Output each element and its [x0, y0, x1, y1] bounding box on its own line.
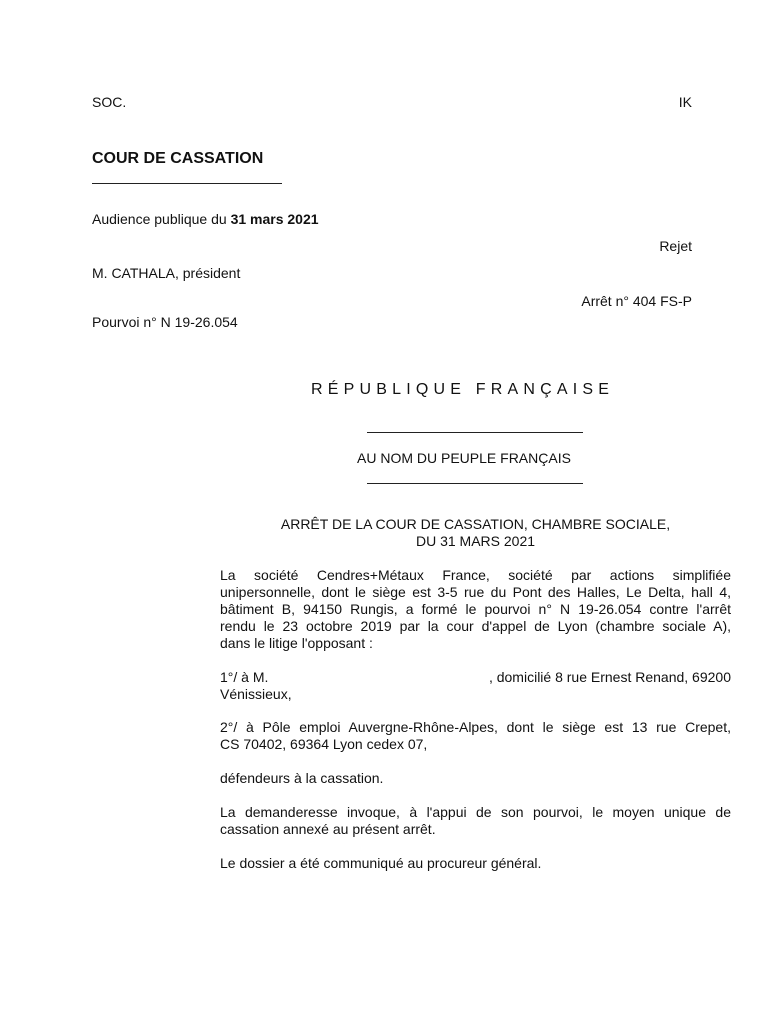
- defendants-label: défendeurs à la cassation.: [220, 770, 384, 786]
- arret-number: Arrêt n° 404 FS-P: [581, 293, 692, 309]
- paragraph-line: bâtiment B, 94150 Rungis, a formé le pourvoi n° N 19-26.054 contre l'arrêt: [220, 601, 731, 617]
- paragraph-line: rendu le 23 octobre 2019 par la cour d'appel de Lyon (chambre sociale A),: [220, 618, 731, 634]
- arret-title-line1: ARRÊT DE LA COUR DE CASSATION, CHAMBRE SOCIALE,: [280, 516, 671, 532]
- court-name-underline: [92, 183, 282, 184]
- pourvoi-number: Pourvoi n° N 19-26.054: [92, 314, 238, 330]
- paragraph-line: unipersonnelle, dont le siège est 3-5 rue du Pont des Halles, Le Delta, hall 4,: [220, 584, 731, 600]
- arret-title-line2: DU 31 MARS 2021: [415, 533, 536, 549]
- paragraph-line: dans le litige l'opposant :: [220, 635, 373, 651]
- paragraph-defendant-2: [220, 719, 731, 753]
- paragraph-line: 2°/ à Pôle emploi Auvergne-Rhône-Alpes, dont le siège est 13 rue Crepet,: [220, 719, 731, 735]
- republic-title: RÉPUBLIQUE FRANÇAISE: [311, 381, 615, 398]
- hearing-prefix: Audience publique du: [92, 211, 231, 227]
- republic-rule-bottom: [367, 483, 583, 484]
- court-name: COUR DE CASSATION: [92, 150, 264, 167]
- hearing-date: 31 mars 2021: [230, 211, 319, 227]
- clerk-initials: IK: [678, 94, 692, 110]
- chamber-code: SOC.: [92, 94, 127, 110]
- paragraph-line: La demanderesse invoque, à l'appui de son pourvoi, le moyen unique de: [220, 804, 731, 820]
- hearing-line: [92, 211, 319, 228]
- paragraph-parties: [220, 567, 731, 652]
- defendant-1-address: , domicilié 8 rue Ernest Renand, 69200: [488, 669, 731, 685]
- president-name: M. CATHALA, président: [92, 265, 241, 281]
- dossier-statement: Le dossier a été communiqué au procureur général.: [220, 855, 542, 871]
- paragraph-line: CS 70402, 69364 Lyon cedex 07,: [220, 736, 428, 752]
- paragraph-moyen: [220, 804, 731, 838]
- republic-rule-top: [367, 432, 583, 433]
- defendant-1-prefix: 1°/ à M.: [220, 669, 269, 685]
- paragraph-line: cassation annexé au présent arrêt.: [220, 821, 436, 837]
- paragraph-line: La société Cendres+Métaux France, société par actions simplifiée: [220, 567, 731, 583]
- decision-outcome: Rejet: [659, 238, 692, 254]
- defendant-1-city: Vénissieux,: [220, 686, 292, 702]
- people-heading: AU NOM DU PEUPLE FRANÇAIS: [357, 450, 571, 466]
